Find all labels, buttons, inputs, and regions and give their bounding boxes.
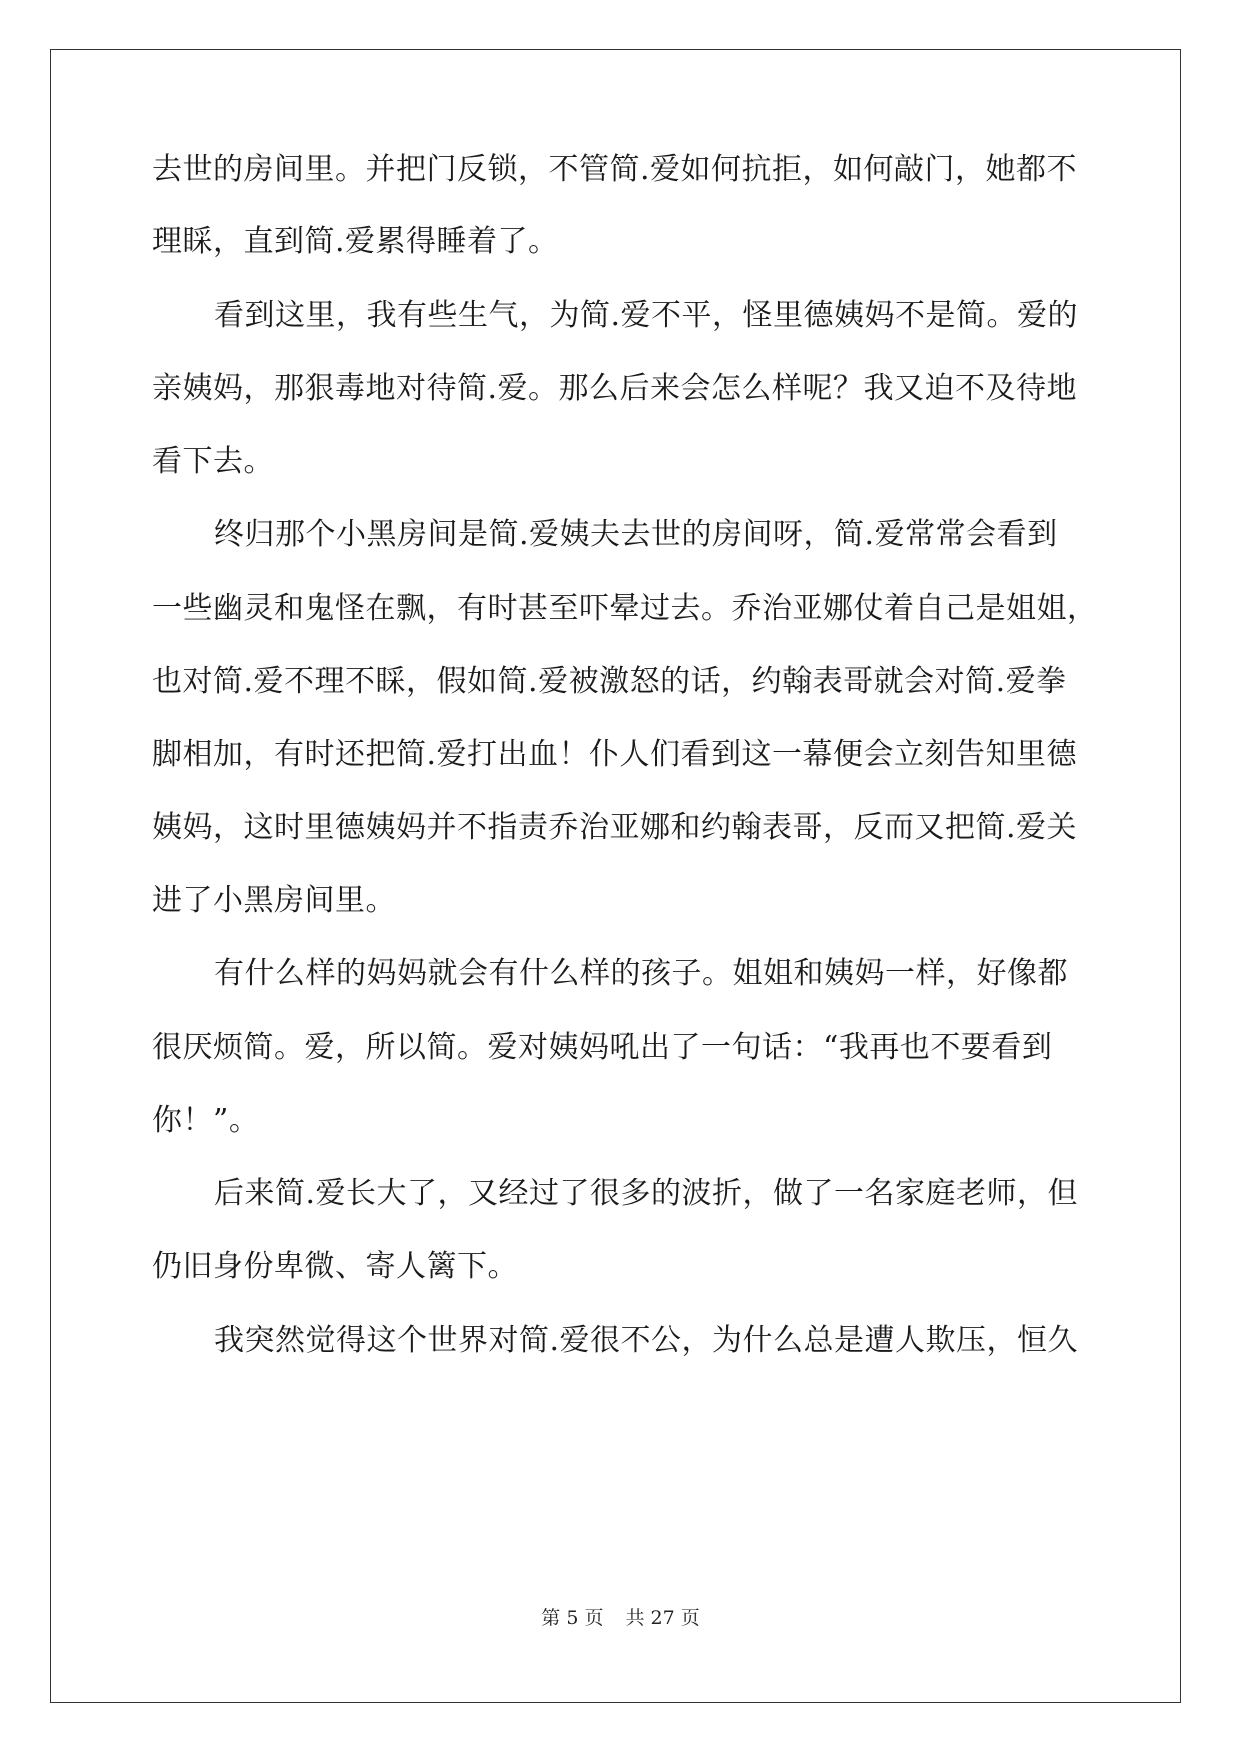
text-line: 看到这里，我有些生气，为简.爱不平，怪里德姨妈不是简。爱的 [214,298,1079,333]
text-line: 看下去。 [152,444,274,479]
text-line: 你！”。 [152,1103,260,1138]
text-line: 进了小黑房间里。 [152,883,396,918]
text-line: 姨妈，这时里德姨妈并不指责乔治亚娜和约翰表哥，反而又把简.爱关 [152,810,1078,845]
text-line: 去世的房间里。并把门反锁，不管简.爱如何抗拒，如何敲门，她都不 [152,152,1078,187]
page-footer [0,1606,1241,1630]
page-total: 共 27 页 [625,1607,700,1629]
text-line: 仍旧身份卑微、寄人篱下。 [152,1249,518,1284]
page-number: 第 5 页 [541,1607,604,1629]
text-line: 一些幽灵和鬼怪在飘，有时甚至吓晕过去。乔治亚娜仗着自己是姐姐， [152,591,1098,626]
text-line: 理睬，直到简.爱累得睡着了。 [152,224,559,259]
text-line: 我突然觉得这个世界对简.爱很不公，为什么总是遭人欺压，恒久 [214,1323,1079,1358]
text-line: 也对简.爱不理不睬，假如简.爱被激怒的话，约翰表哥就会对简.爱拳 [152,664,1067,699]
text-line: 脚相加，有时还把简.爱打出血！仆人们看到这一幕便会立刻告知里德 [152,737,1078,772]
text-line: 有什么样的妈妈就会有什么样的孩子。姐姐和姨妈一样，好像都 [214,956,1068,991]
text-line: 终归那个小黑房间是简.爱姨夫去世的房间呀，简.爱常常会看到 [214,517,1058,552]
text-line: 很厌烦简。爱，所以简。爱对姨妈吼出了一句话：“我再也不要看到 [152,1030,1053,1065]
text-line: 亲姨妈，那狠毒地对待简.爱。那么后来会怎么样呢？我又迫不及待地 [152,371,1078,406]
text-line: 后来简.爱长大了，又经过了很多的波折，做了一名家庭老师，但 [214,1176,1079,1211]
